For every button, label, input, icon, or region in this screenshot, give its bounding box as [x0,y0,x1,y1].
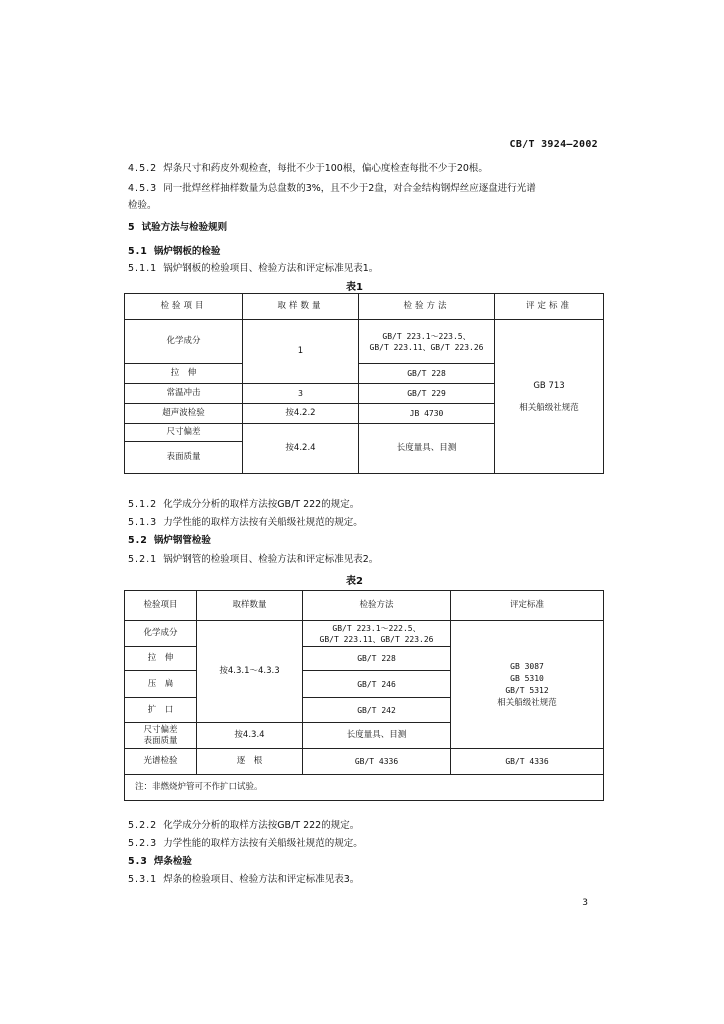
cell-qty: 逐 根 [197,749,303,775]
clause-text: 焊条的检验项目、检验方法和评定标准见表3。 [163,874,360,885]
section-title: 试验方法与检验规则 [141,222,228,233]
cell-item: 常温冲击 [125,384,243,404]
clause-text: 锅炉钢板的检验项目、检验方法和评定标准见表1。 [163,263,379,274]
cell-method: GB/T 228 [303,647,451,671]
table-note: 注：非燃烧炉管可不作扩口试验。 [125,775,604,801]
table-header-row [125,294,604,320]
table-header-row [125,591,604,621]
clause-number: 5.3.1 [128,874,158,885]
cell-method: GB/T 242 [303,698,451,723]
clause-text: 焊条尺寸和药皮外观检查，每批不少于100根，偏心度检查每批不少于20根。 [163,163,488,174]
cell-qty: 3 [243,384,359,404]
table-note-row [125,775,604,801]
table-1 [124,293,604,474]
cell-item: 尺寸偏差 表面质量 [125,723,197,749]
cell-item: 扩 口 [125,698,197,723]
clause-text-continued: 检验。 [128,200,157,211]
cell-qty: 按4.3.4 [197,723,303,749]
header-method: 检验方法 [303,591,451,621]
table-row [125,320,604,364]
cell-method: JB 4730 [359,404,495,424]
section-number: 5.1 [128,246,148,257]
clause-text: 化学成分分析的取样方法按GB/T 222的规定。 [163,820,360,831]
section-number: 5 [128,222,136,233]
cell-method: 长度量具、目测 [359,424,495,474]
cell-method: GB/T 229 [359,384,495,404]
clause-number: 5.2.3 [128,838,158,849]
standard-line: 相关船级社规范 [497,697,557,708]
cell-qty: 1 [243,320,359,384]
clause-5-2-1 [128,551,598,568]
cell-method: GB/T 228 [359,364,495,384]
cell-item: 拉 伸 [125,647,197,671]
clause-number: 4.5.2 [128,163,158,174]
cell-method: GB/T 4336 [303,749,451,775]
clause-number: 5.2.1 [128,554,158,565]
standard-line: GB 5310 [510,673,544,683]
clause-number: 5.1.3 [128,517,158,528]
clause-number: 5.2.2 [128,820,158,831]
cell-item: 超声波检验 [125,404,243,424]
cell-item: 化学成分 [125,621,197,647]
clause-text: 力学性能的取样方法按有关船级社规范的规定。 [163,517,363,528]
header-standard: 评定标准 [451,591,604,621]
section-5-3-heading [128,853,598,870]
section-number: 5.2 [128,535,148,546]
clause-5-1-1 [128,260,598,277]
clause-4-5-3 [128,180,598,214]
section-5-heading [128,219,598,236]
clause-number: 5.1.2 [128,499,158,510]
section-5-2-heading [128,532,598,549]
clause-5-2-2 [128,817,598,834]
cell-item: 光谱检验 [125,749,197,775]
section-number: 5.3 [128,856,148,867]
clause-5-1-3 [128,514,598,531]
table-row [125,621,604,647]
header-qty: 取样数量 [243,294,359,320]
standard-line: 相关船级社规范 [519,402,579,413]
cell-standard [451,621,604,749]
cell-qty: 按4.2.2 [243,404,359,424]
table-2-caption: 表2 [346,576,363,587]
section-title: 锅炉钢管检验 [153,535,211,546]
standard-line: GB/T 5312 [505,685,549,695]
clause-text: 同一批焊丝样抽样数量为总盘数的3%，且不少于2盘，对合金结构钢焊丝应逐盘进行光谱 [163,183,536,194]
clause-5-1-2 [128,496,598,513]
cell-standard: GB/T 4336 [451,749,604,775]
cell-method: GB/T 246 [303,671,451,698]
clause-number: 4.5.3 [128,183,158,194]
section-title: 焊条检验 [153,856,192,867]
clause-number: 5.1.1 [128,263,158,274]
cell-qty: 按4.3.1～4.3.3 [197,621,303,723]
cell-item: 拉 伸 [125,364,243,384]
cell-item: 压 扁 [125,671,197,698]
cell-qty: 按4.2.4 [243,424,359,474]
table-2 [124,590,604,801]
cell-standard [495,320,604,474]
table-1-caption: 表1 [346,282,363,293]
standard-line: GB 713 [533,380,565,391]
cell-method: GB/T 223.1～223.5、 GB/T 223.11、GB/T 223.26 [359,320,495,364]
cell-item: 表面质量 [125,442,243,474]
clause-text: 力学性能的取样方法按有关船级社规范的规定。 [163,838,363,849]
cell-method: GB/T 223.1～222.5、 GB/T 223.11、GB/T 223.26 [303,621,451,647]
table-row [125,749,604,775]
clause-5-2-3 [128,835,598,852]
page-number: 3 [582,898,588,908]
standard-line: GB 3087 [510,661,544,671]
header-method: 检验方法 [359,294,495,320]
standard-code: CB/T 3924—2002 [509,139,598,150]
cell-item: 化学成分 [125,320,243,364]
clause-text: 化学成分分析的取样方法按GB/T 222的规定。 [163,499,360,510]
header-item: 检验项目 [125,294,243,320]
clause-5-3-1 [128,871,598,888]
clause-text: 锅炉钢管的检验项目、检验方法和评定标准见表2。 [163,554,379,565]
section-5-1-heading [128,243,598,260]
cell-item: 尺寸偏差 [125,424,243,442]
cell-method: 长度量具、目测 [303,723,451,749]
header-qty: 取样数量 [197,591,303,621]
header-standard: 评定标准 [495,294,604,320]
header-item: 检验项目 [125,591,197,621]
section-title: 锅炉钢板的检验 [153,246,221,257]
clause-4-5-2 [128,160,598,177]
